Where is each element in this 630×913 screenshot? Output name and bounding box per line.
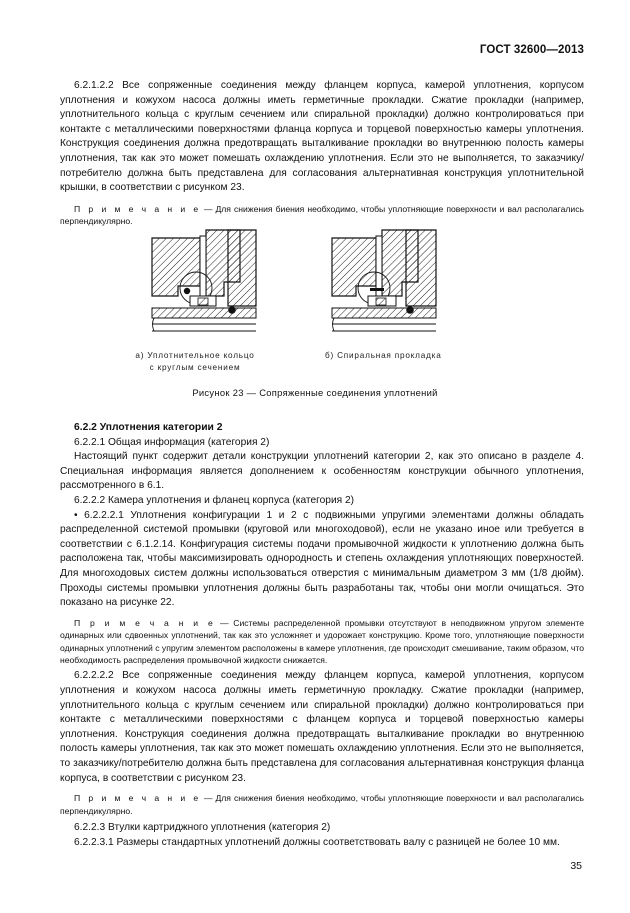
note-2 (60, 792, 584, 817)
paragraph-6-2-2-2-1: • 6.2.2.2.1 Уплотнения конфигурации 1 и 2 с подвижными упругими элементами должны обладать распределенной системой промывки (круговой или многоходовой), если не указано иное или требуется в соответствии с 6.1.2.14. Конфигурация системы подачи промывочной жидкости к уплотнению должна быть расположена так, чтобы максимизировать однородность и степень охлаждения уплотняющих поверхностей. Для многоходовых систем должны использоваться отверстия с минимальным диаметром 3 мм (1/8 дюйм). Проходы системы промывки уплотнения должны быть разработаны так, чтобы они могли очищаться. Это показано на рисунке 22. (60, 509, 584, 609)
figure-title: Рисунок 23 — Сопряженные соединения уплотнений (192, 387, 438, 398)
caption-b: б) Спиральная прокладка (325, 351, 442, 360)
caption-a: а) Уплотнительное кольцо с круглым сечением (135, 351, 255, 372)
clause-6-2-1-2-2 (60, 79, 584, 228)
note-1-text: — Системы распределенной промывки отсутствуют в неподвижном упругом элементе одинарных или сдвоенных уплотнений, так как это усложняет и удорожает конструкцию. Кроме того, уплотняющие поверхности одинарных уплотнений с упругим элементом расположены в камере уплотнения, где происходит смешивание, таким образом, что необходимость распределения промывочной жидкости снижается. (60, 617, 584, 665)
paragraph-6-2-2-3: 6.2.2.3 Втулки картриджного уплотнения (категория 2) (74, 821, 331, 833)
paragraph-6-2-2-3-1: 6.2.2.3.1 Размеры стандартных уплотнений должны соответствовать валу с разницей не более 10 мм. (74, 836, 560, 848)
paragraph-6-2-1-2-2: 6.2.1.2.2 Все сопряженные соединения между фланцем корпуса, камерой уплотнения, корпусом уплотнения и кожухом насоса должны иметь герметичные прокладки. Сжатие прокладки (например, уплотнительного кольца с круглым сечением или спиральной прокладки) должно контролироваться при контакте с металлическими поверхностями фланца корпуса и торцевой поверхностью камеры уплотнения. Конструкция соединения должна предотвращать выталкивание прокладки во внутреннюю полость камеры уплотнения, так как это может помешать охлаждению уплотнения. Если это не выполняется, то заказчику/потребителю должна быть представлена для согласования альтернативная конструкция уплотнительной крышки, в соответствии с рисунком 23. (60, 80, 584, 194)
page-number: 35 (570, 860, 582, 872)
paragraph-intro: Настоящий пункт содержит детали конструкции уплотнений категории 2, как это описано в разделе 4. Специальная информация является дополнением к особенностям конструкции обычного уплотнения, рассмотренного в 6.1. (60, 451, 584, 492)
figure-23b-drawing (330, 226, 440, 342)
note-2-text: — Для снижения биения необходимо, чтобы уплотняющие поверхности и вал располагались перпендикулярно. (60, 793, 584, 816)
note-label: П р и м е ч а н и е (74, 203, 201, 214)
section-heading: 6.2.2 Уплотнения категории 2 (74, 422, 223, 433)
note-text: — Для снижения биения необходимо, чтобы уплотняющие поверхности и вал располагались перпендикулярно. (60, 203, 584, 227)
note-top (60, 203, 584, 228)
paragraph-6-2-2-2: 6.2.2.2 Камера уплотнения и фланец корпуса (категория 2) (74, 494, 355, 506)
section-6-2-2 (60, 421, 584, 850)
note-2-label: П р и м е ч а н и е (74, 793, 201, 804)
paragraph-6-2-2-2-2: 6.2.2.2.2 Все сопряженные соединения между фланцем корпуса, камерой уплотнения, корпусом уплотнения и кожухом насоса должны иметь герметичную прокладку. Сжатие прокладки (например, уплотнительного кольца с круглым сечением или спиральной прокладки) должно контролироваться при контакте с металлическими поверхностями с фланцем корпуса и торцевой поверхностью камеры уплотнения. Конструкция соединения должна предотвращать выталкивание прокладки во внутреннюю полость камеры уплотнения, так как это может помешать охлаждению уплотнения. Если это не выполняется, то заказчику/потребителю должна быть представлена для согласования альтернативная конструкция фланца корпуса, в соответствии с рисунком 23. (60, 670, 584, 784)
paragraph-6-2-2-1: 6.2.2.1 Общая информация (категория 2) (74, 436, 270, 448)
standard-header: ГОСТ 32600—2013 (479, 44, 584, 56)
figure-23a-drawing (150, 226, 260, 342)
note-1 (60, 617, 584, 667)
note-1-label: П р и м е ч а н и е (74, 617, 216, 628)
